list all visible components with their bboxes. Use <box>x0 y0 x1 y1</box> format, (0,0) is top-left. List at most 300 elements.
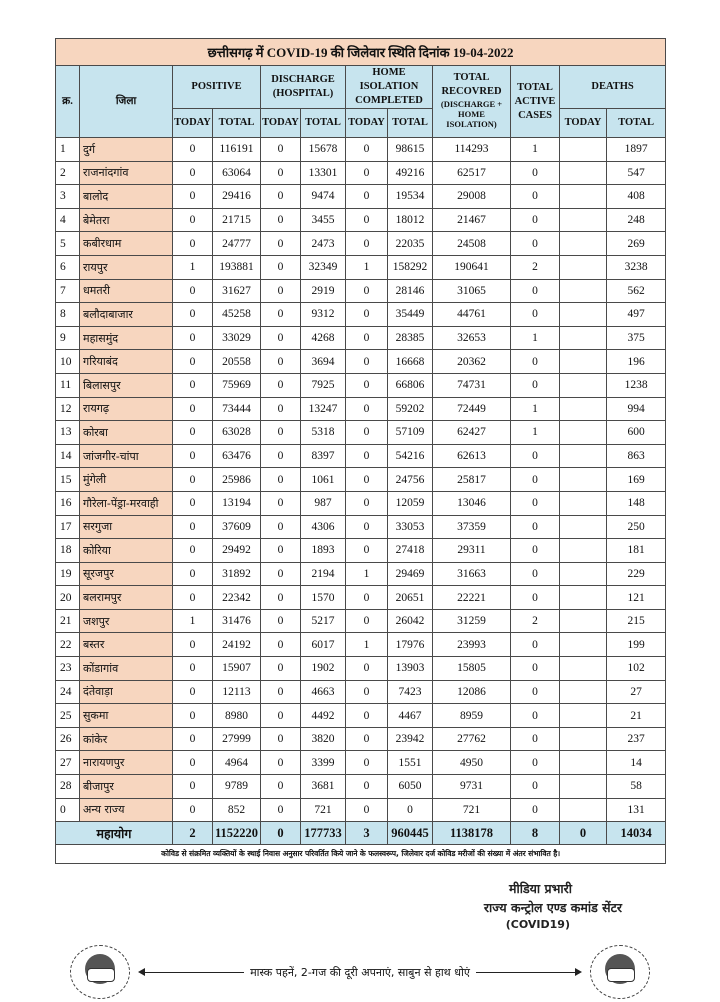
discharge-today-cell: 0 <box>261 609 301 633</box>
home-isolation-today-cell: 0 <box>346 539 388 563</box>
active-cases-cell: 0 <box>511 751 560 775</box>
deaths-today-cell <box>560 657 607 681</box>
table-row <box>56 657 666 681</box>
discharge-today-cell: 0 <box>261 161 301 185</box>
table-row <box>56 421 666 445</box>
positive-today-cell: 0 <box>173 727 213 751</box>
table-row <box>56 633 666 657</box>
district-rows <box>56 138 666 822</box>
table-row <box>56 373 666 397</box>
deaths-today-cell <box>560 444 607 468</box>
active-cases-cell: 0 <box>511 798 560 822</box>
total-recovered-cell: 12086 <box>433 680 511 704</box>
positive-today-cell: 0 <box>173 586 213 610</box>
serial-cell: 5 <box>56 232 80 256</box>
table-row <box>56 232 666 256</box>
deaths-total-cell: 600 <box>607 421 666 445</box>
home-isolation-total-cell: 29469 <box>388 562 433 586</box>
positive-total-cell: 12113 <box>213 680 261 704</box>
deaths-header: DEATHS <box>560 66 666 109</box>
safety-slogan: मास्क पहनें, 2-गज की दूरी अपनाएं, साबुन से हाथ धोएं <box>250 965 470 979</box>
home-isolation-today-header: TODAY <box>346 109 388 138</box>
positive-total-cell: 29416 <box>213 185 261 209</box>
total-recovered-cell: 25817 <box>433 468 511 492</box>
deaths-total-cell: 58 <box>607 775 666 799</box>
positive-total-cell: 63064 <box>213 161 261 185</box>
grand-total-label: महायोग <box>56 822 173 845</box>
home-isolation-today-cell: 0 <box>346 326 388 350</box>
deaths-today-cell <box>560 373 607 397</box>
positive-today-cell: 0 <box>173 775 213 799</box>
home-isolation-today-cell: 0 <box>346 232 388 256</box>
home-isolation-today-cell: 0 <box>346 491 388 515</box>
positive-total-cell: 25986 <box>213 468 261 492</box>
total-recovered-cell: 4950 <box>433 751 511 775</box>
active-cases-cell: 0 <box>511 562 560 586</box>
home-isolation-today-cell: 0 <box>346 208 388 232</box>
discharge-total-cell: 2473 <box>301 232 346 256</box>
active-cases-cell: 0 <box>511 303 560 327</box>
positive-total-cell: 24192 <box>213 633 261 657</box>
table-row <box>56 185 666 209</box>
table-row <box>56 350 666 374</box>
deaths-today-cell <box>560 185 607 209</box>
active-cases-cell: 0 <box>511 515 560 539</box>
discharge-total-cell: 8397 <box>301 444 346 468</box>
total-recovered-cell: 37359 <box>433 515 511 539</box>
deaths-today-cell <box>560 303 607 327</box>
deaths-today-cell <box>560 255 607 279</box>
active-cases-cell: 0 <box>511 468 560 492</box>
discharge-today-cell: 0 <box>261 704 301 728</box>
positive-total-cell: 193881 <box>213 255 261 279</box>
discharge-today-cell: 0 <box>261 657 301 681</box>
active-cases-cell: 0 <box>511 775 560 799</box>
discharge-total-cell: 15678 <box>301 138 346 162</box>
signature-office: राज्य कन्ट्रोल एण्ड कमांड सेंटर <box>483 900 622 915</box>
positive-today-cell: 1 <box>173 255 213 279</box>
deaths-total-cell: 229 <box>607 562 666 586</box>
district-header: जिला <box>80 66 173 138</box>
positive-today-cell: 0 <box>173 232 213 256</box>
district-cell: जांजगीर-चांपा <box>80 444 173 468</box>
home-isolation-today-cell: 0 <box>346 751 388 775</box>
deaths-today-cell <box>560 350 607 374</box>
discharge-total-cell: 2194 <box>301 562 346 586</box>
positive-total-cell: 27999 <box>213 727 261 751</box>
positive-today-cell: 0 <box>173 491 213 515</box>
positive-today-cell: 0 <box>173 279 213 303</box>
active-cases-cell: 0 <box>511 373 560 397</box>
table-row <box>56 609 666 633</box>
grand-total-discharge-total: 177733 <box>301 822 346 845</box>
positive-total-cell: 31892 <box>213 562 261 586</box>
home-isolation-total-cell: 1551 <box>388 751 433 775</box>
grand-total-recovered: 1138178 <box>433 822 511 845</box>
positive-total-cell: 73444 <box>213 397 261 421</box>
home-isolation-total-cell: 12059 <box>388 491 433 515</box>
district-cell: बीजापुर <box>80 775 173 799</box>
deaths-today-cell <box>560 468 607 492</box>
discharge-total-cell: 3455 <box>301 208 346 232</box>
home-isolation-total-cell: 54216 <box>388 444 433 468</box>
table-row <box>56 515 666 539</box>
deaths-total-cell: 408 <box>607 185 666 209</box>
home-isolation-total-cell: 57109 <box>388 421 433 445</box>
discharge-total-header: TOTAL <box>301 109 346 138</box>
deaths-total-cell: 1897 <box>607 138 666 162</box>
total-recovered-cell: 27762 <box>433 727 511 751</box>
home-isolation-today-cell: 1 <box>346 562 388 586</box>
deaths-today-cell <box>560 751 607 775</box>
district-cell: दुर्ग <box>80 138 173 162</box>
home-isolation-today-cell: 0 <box>346 657 388 681</box>
positive-today-cell: 0 <box>173 138 213 162</box>
district-cell: राजनांदगांव <box>80 161 173 185</box>
home-isolation-total-cell: 27418 <box>388 539 433 563</box>
district-cell: जशपुर <box>80 609 173 633</box>
discharge-total-cell: 987 <box>301 491 346 515</box>
masked-face-icon <box>590 945 650 999</box>
serial-cell: 15 <box>56 468 80 492</box>
home-isolation-total-cell: 26042 <box>388 609 433 633</box>
positive-total-cell: 21715 <box>213 208 261 232</box>
home-isolation-total-cell: 6050 <box>388 775 433 799</box>
serial-cell: 10 <box>56 350 80 374</box>
serial-cell: 22 <box>56 633 80 657</box>
total-recovered-cell: 114293 <box>433 138 511 162</box>
positive-total-cell: 4964 <box>213 751 261 775</box>
home-isolation-total-cell: 18012 <box>388 208 433 232</box>
table-row <box>56 798 666 822</box>
discharge-today-cell: 0 <box>261 586 301 610</box>
home-isolation-total-cell: 28146 <box>388 279 433 303</box>
total-recovered-cell: 31663 <box>433 562 511 586</box>
discharge-total-cell: 3820 <box>301 727 346 751</box>
serial-cell: 2 <box>56 161 80 185</box>
home-isolation-today-cell: 0 <box>346 609 388 633</box>
district-cell: कोंडागांव <box>80 657 173 681</box>
home-isolation-total-cell: 0 <box>388 798 433 822</box>
deaths-today-header: TODAY <box>560 109 607 138</box>
home-isolation-total-cell: 17976 <box>388 633 433 657</box>
deaths-today-cell <box>560 704 607 728</box>
discharge-today-cell: 0 <box>261 373 301 397</box>
positive-today-cell: 0 <box>173 161 213 185</box>
deaths-today-cell <box>560 633 607 657</box>
slogan-line <box>140 963 580 981</box>
deaths-total-cell: 497 <box>607 303 666 327</box>
total-recovered-cell: 24508 <box>433 232 511 256</box>
discharge-total-cell: 2919 <box>301 279 346 303</box>
home-isolation-today-cell: 0 <box>346 279 388 303</box>
table-row <box>56 397 666 421</box>
positive-total-cell: 33029 <box>213 326 261 350</box>
deaths-today-cell <box>560 161 607 185</box>
serial-cell: 19 <box>56 562 80 586</box>
positive-today-cell: 0 <box>173 444 213 468</box>
discharge-today-cell: 0 <box>261 444 301 468</box>
total-recovered-cell: 62427 <box>433 421 511 445</box>
total-active-header: TOTAL ACTIVE CASES <box>511 66 560 138</box>
district-cell: सरगुजा <box>80 515 173 539</box>
deaths-total-cell: 131 <box>607 798 666 822</box>
serial-cell: 9 <box>56 326 80 350</box>
district-cell: कोरिया <box>80 539 173 563</box>
home-isolation-total-cell: 98615 <box>388 138 433 162</box>
total-recovered-cell: 15805 <box>433 657 511 681</box>
district-cell: दंतेवाड़ा <box>80 680 173 704</box>
discharge-total-cell: 13247 <box>301 397 346 421</box>
serial-cell: 23 <box>56 657 80 681</box>
discharge-header: DISCHARGE (HOSPITAL) <box>261 66 346 109</box>
serial-cell: 1 <box>56 138 80 162</box>
table-row <box>56 326 666 350</box>
active-cases-cell: 2 <box>511 255 560 279</box>
home-isolation-today-cell: 0 <box>346 798 388 822</box>
deaths-total-cell: 14 <box>607 751 666 775</box>
district-cell: रायपुर <box>80 255 173 279</box>
active-cases-cell: 0 <box>511 185 560 209</box>
positive-today-header: TODAY <box>173 109 213 138</box>
discharge-today-cell: 0 <box>261 279 301 303</box>
active-cases-cell: 0 <box>511 704 560 728</box>
positive-today-cell: 0 <box>173 798 213 822</box>
total-recovered-cell: 72449 <box>433 397 511 421</box>
discharge-today-cell: 0 <box>261 397 301 421</box>
deaths-today-cell <box>560 798 607 822</box>
discharge-today-cell: 0 <box>261 232 301 256</box>
active-cases-cell: 0 <box>511 680 560 704</box>
discharge-total-cell: 3694 <box>301 350 346 374</box>
discharge-today-cell: 0 <box>261 208 301 232</box>
grand-total-positive-total: 1152220 <box>213 822 261 845</box>
home-isolation-today-cell: 0 <box>346 444 388 468</box>
total-recovered-cell: 21467 <box>433 208 511 232</box>
home-isolation-today-cell: 0 <box>346 421 388 445</box>
total-recovered-cell: 44761 <box>433 303 511 327</box>
grand-total-home-isolation-today: 3 <box>346 822 388 845</box>
positive-total-cell: 852 <box>213 798 261 822</box>
deaths-total-cell: 102 <box>607 657 666 681</box>
discharge-today-cell: 0 <box>261 303 301 327</box>
covid-district-sheet <box>55 38 665 864</box>
positive-today-cell: 0 <box>173 680 213 704</box>
serial-cell: 12 <box>56 397 80 421</box>
table-row <box>56 138 666 162</box>
district-cell: गौरेला-पेंड्रा-मरवाही <box>80 491 173 515</box>
positive-total-cell: 63476 <box>213 444 261 468</box>
deaths-total-cell: 269 <box>607 232 666 256</box>
serial-cell: 11 <box>56 373 80 397</box>
signature-covid: (COVID19) <box>505 918 570 931</box>
discharge-total-cell: 4492 <box>301 704 346 728</box>
district-cell: सुकमा <box>80 704 173 728</box>
total-recovered-title: TOTAL RECOVRED <box>441 72 502 97</box>
discharge-total-cell: 5318 <box>301 421 346 445</box>
deaths-total-cell: 148 <box>607 491 666 515</box>
positive-today-cell: 0 <box>173 326 213 350</box>
home-isolation-today-cell: 0 <box>346 161 388 185</box>
serial-cell: 17 <box>56 515 80 539</box>
home-isolation-today-cell: 0 <box>346 373 388 397</box>
home-isolation-total-header: TOTAL <box>388 109 433 138</box>
serial-cell: 6 <box>56 255 80 279</box>
serial-cell: 26 <box>56 727 80 751</box>
total-recovered-header <box>433 66 511 138</box>
arrow-right-icon <box>476 972 580 973</box>
deaths-total-cell: 994 <box>607 397 666 421</box>
deaths-total-cell: 121 <box>607 586 666 610</box>
deaths-total-header: TOTAL <box>607 109 666 138</box>
discharge-total-cell: 7925 <box>301 373 346 397</box>
serial-cell: 14 <box>56 444 80 468</box>
discharge-total-cell: 6017 <box>301 633 346 657</box>
deaths-today-cell <box>560 421 607 445</box>
home-isolation-today-cell: 0 <box>346 303 388 327</box>
footnote: कोविड से संक्रमित व्यक्तियों के स्थाई निवास अनुसार परिवर्तित किये जाने के फलस्वरूप, जिलेवार दर्ज कोविड मरीजों की संख्या में अंतर संभावित है। <box>56 845 666 864</box>
serial-cell: 21 <box>56 609 80 633</box>
deaths-total-cell: 562 <box>607 279 666 303</box>
positive-today-cell: 0 <box>173 633 213 657</box>
positive-today-cell: 0 <box>173 208 213 232</box>
active-cases-cell: 1 <box>511 421 560 445</box>
positive-today-cell: 0 <box>173 397 213 421</box>
discharge-today-cell: 0 <box>261 350 301 374</box>
positive-today-cell: 0 <box>173 751 213 775</box>
positive-today-cell: 0 <box>173 468 213 492</box>
positive-total-cell: 13194 <box>213 491 261 515</box>
positive-today-cell: 0 <box>173 185 213 209</box>
serial-cell: 25 <box>56 704 80 728</box>
positive-today-cell: 0 <box>173 704 213 728</box>
deaths-today-cell <box>560 208 607 232</box>
home-isolation-total-cell: 24756 <box>388 468 433 492</box>
discharge-today-cell: 0 <box>261 539 301 563</box>
positive-today-cell: 1 <box>173 609 213 633</box>
positive-header: POSITIVE <box>173 66 261 109</box>
serial-cell: 8 <box>56 303 80 327</box>
district-cell: सूरजपुर <box>80 562 173 586</box>
deaths-today-cell <box>560 138 607 162</box>
deaths-today-cell <box>560 491 607 515</box>
positive-total-cell: 116191 <box>213 138 261 162</box>
home-isolation-total-cell: 13903 <box>388 657 433 681</box>
home-isolation-total-cell: 28385 <box>388 326 433 350</box>
grand-total-deaths-today: 0 <box>560 822 607 845</box>
positive-total-cell: 20558 <box>213 350 261 374</box>
discharge-total-cell: 1061 <box>301 468 346 492</box>
positive-total-cell: 29492 <box>213 539 261 563</box>
table-row <box>56 468 666 492</box>
home-isolation-today-cell: 0 <box>346 185 388 209</box>
district-cell: धमतरी <box>80 279 173 303</box>
positive-total-header: TOTAL <box>213 109 261 138</box>
deaths-total-cell: 169 <box>607 468 666 492</box>
serial-cell: 28 <box>56 775 80 799</box>
positive-today-cell: 0 <box>173 515 213 539</box>
deaths-total-cell: 1238 <box>607 373 666 397</box>
home-isolation-today-cell: 0 <box>346 704 388 728</box>
total-recovered-cell: 721 <box>433 798 511 822</box>
deaths-today-cell <box>560 562 607 586</box>
positive-total-cell: 37609 <box>213 515 261 539</box>
total-recovered-cell: 13046 <box>433 491 511 515</box>
table-row <box>56 562 666 586</box>
positive-today-cell: 0 <box>173 303 213 327</box>
total-recovered-cell: 31259 <box>433 609 511 633</box>
home-isolation-today-cell: 0 <box>346 680 388 704</box>
positive-today-cell: 0 <box>173 350 213 374</box>
active-cases-cell: 0 <box>511 657 560 681</box>
grand-total-positive-today: 2 <box>173 822 213 845</box>
active-cases-cell: 0 <box>511 633 560 657</box>
page-title: छत्तीसगढ़ में COVID-19 की जिलेवार स्थिति दिनांक 19-04-2022 <box>56 39 666 66</box>
deaths-today-cell <box>560 232 607 256</box>
table-row <box>56 444 666 468</box>
active-cases-cell: 0 <box>511 350 560 374</box>
deaths-today-cell <box>560 609 607 633</box>
positive-today-cell: 0 <box>173 373 213 397</box>
home-isolation-total-cell: 16668 <box>388 350 433 374</box>
deaths-today-cell <box>560 515 607 539</box>
serial-cell: 16 <box>56 491 80 515</box>
discharge-today-cell: 0 <box>261 727 301 751</box>
table-row <box>56 586 666 610</box>
discharge-total-cell: 3681 <box>301 775 346 799</box>
home-isolation-today-cell: 0 <box>346 727 388 751</box>
discharge-total-cell: 4306 <box>301 515 346 539</box>
total-recovered-cell: 20362 <box>433 350 511 374</box>
positive-today-cell: 0 <box>173 562 213 586</box>
table-row <box>56 303 666 327</box>
discharge-today-cell: 0 <box>261 468 301 492</box>
deaths-total-cell: 248 <box>607 208 666 232</box>
home-isolation-today-cell: 0 <box>346 468 388 492</box>
home-isolation-today-cell: 0 <box>346 586 388 610</box>
active-cases-cell: 0 <box>511 727 560 751</box>
grand-total-deaths-total: 14034 <box>607 822 666 845</box>
serial-cell: 13 <box>56 421 80 445</box>
deaths-today-cell <box>560 326 607 350</box>
district-cell: नारायणपुर <box>80 751 173 775</box>
active-cases-cell: 0 <box>511 161 560 185</box>
discharge-total-cell: 9474 <box>301 185 346 209</box>
deaths-total-cell: 250 <box>607 515 666 539</box>
district-cell: बस्तर <box>80 633 173 657</box>
positive-total-cell: 15907 <box>213 657 261 681</box>
home-isolation-today-cell: 1 <box>346 633 388 657</box>
active-cases-cell: 1 <box>511 138 560 162</box>
active-cases-cell: 0 <box>511 491 560 515</box>
discharge-total-cell: 1902 <box>301 657 346 681</box>
positive-total-cell: 63028 <box>213 421 261 445</box>
serial-cell: 18 <box>56 539 80 563</box>
serial-cell: 7 <box>56 279 80 303</box>
active-cases-cell: 0 <box>511 586 560 610</box>
table-row <box>56 751 666 775</box>
district-cell: बलरामपुर <box>80 586 173 610</box>
serial-header: क्र. <box>56 66 80 138</box>
discharge-today-cell: 0 <box>261 515 301 539</box>
deaths-total-cell: 215 <box>607 609 666 633</box>
positive-total-cell: 31627 <box>213 279 261 303</box>
deaths-total-cell: 863 <box>607 444 666 468</box>
signature-title: मीडिया प्रभारी <box>509 881 572 896</box>
home-isolation-total-cell: 7423 <box>388 680 433 704</box>
active-cases-cell: 1 <box>511 326 560 350</box>
active-cases-cell: 0 <box>511 208 560 232</box>
